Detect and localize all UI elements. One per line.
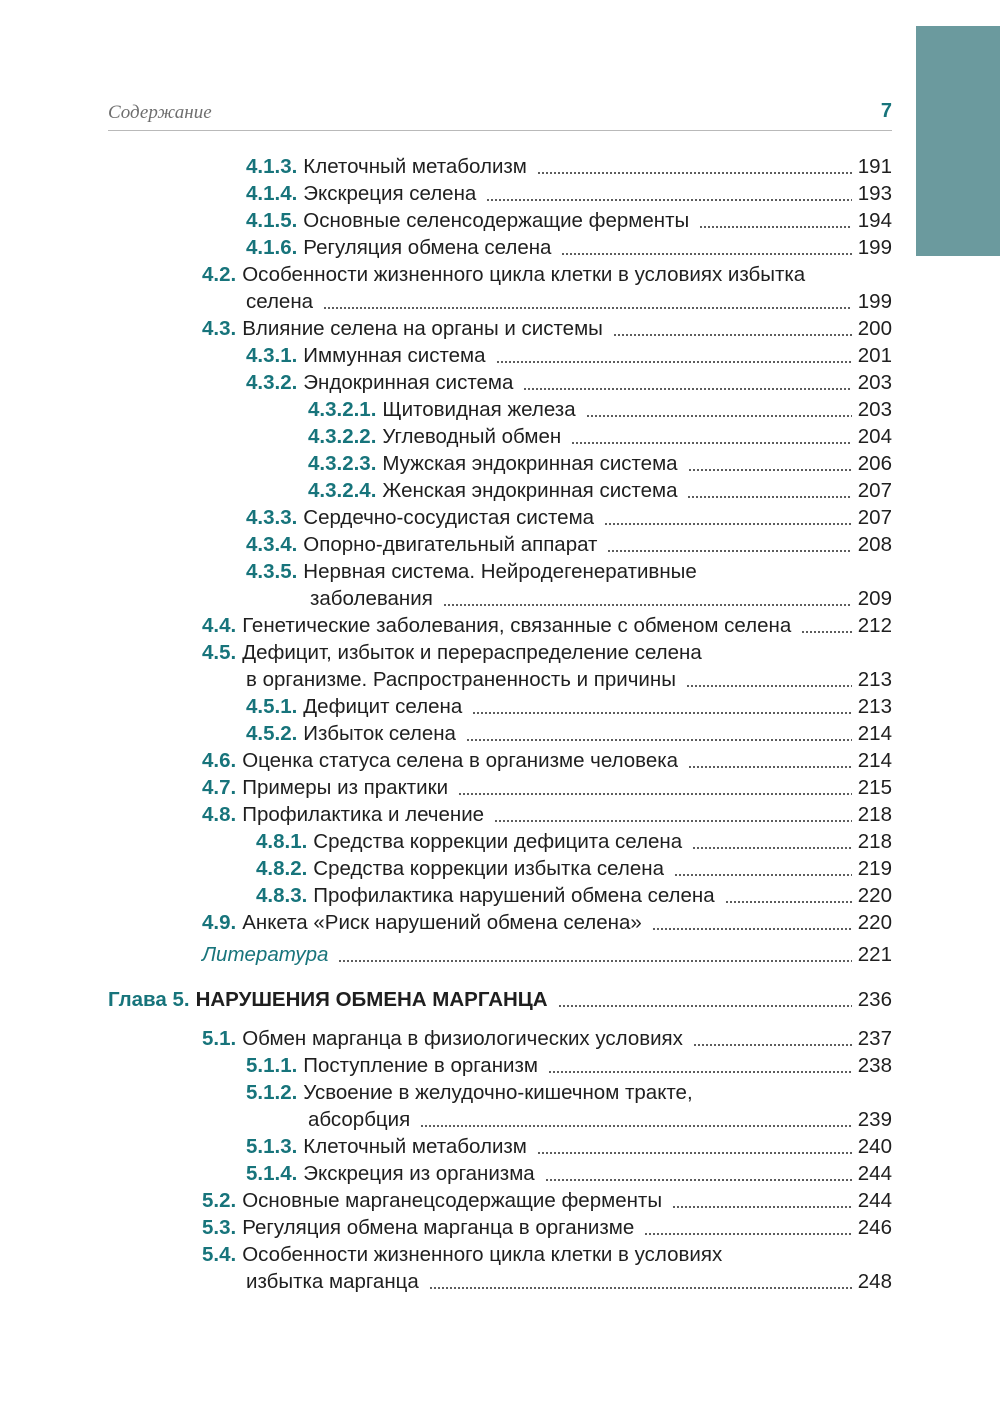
dot-leader xyxy=(548,1052,852,1079)
dot-leader xyxy=(458,774,852,801)
toc-entry[interactable] xyxy=(202,261,892,288)
toc-entry-page: 199 xyxy=(857,290,892,313)
toc-entry-page: 201 xyxy=(857,344,892,367)
dot-leader xyxy=(537,1133,852,1160)
toc-entry-page: 200 xyxy=(857,317,892,340)
toc-entry-page: 219 xyxy=(857,857,892,880)
toc-entry[interactable] xyxy=(202,1025,892,1052)
toc-entry-number: 4.4. xyxy=(202,614,237,637)
toc-entry-title: Оценка статуса селена в организме человека xyxy=(242,749,679,772)
toc-entry-continuation[interactable] xyxy=(246,666,892,693)
toc-entry-number: 4.3.2. xyxy=(246,371,298,394)
toc-entry-page: 215 xyxy=(857,776,892,799)
toc-entry-page: 238 xyxy=(857,1054,892,1077)
toc-entry[interactable] xyxy=(246,1079,892,1106)
toc-entry-number: 5.1.3. xyxy=(246,1135,298,1158)
toc-entry[interactable] xyxy=(202,1241,892,1268)
toc-entry-title: Особенности жизненного цикла клетки в условиях xyxy=(242,1243,723,1266)
toc-entry[interactable] xyxy=(202,801,892,828)
toc-entry-title: Клеточный метаболизм xyxy=(303,1135,527,1158)
toc-entry-page: 207 xyxy=(857,506,892,529)
toc-chapter-heading[interactable] xyxy=(108,986,892,1013)
toc-entry-number: 4.3.3. xyxy=(246,506,298,529)
dot-leader xyxy=(607,531,851,558)
toc-entry-number: 5.3. xyxy=(202,1216,237,1239)
toc-entry-number: 5.4. xyxy=(202,1243,237,1266)
toc-entry-page: 193 xyxy=(857,182,892,205)
dot-leader xyxy=(687,477,851,504)
dot-leader xyxy=(466,720,852,747)
toc-entry-page: 244 xyxy=(857,1189,892,1212)
toc-entry-number: 5.2. xyxy=(202,1189,237,1212)
dot-leader xyxy=(545,1160,852,1187)
toc-entry-title: Экскреция селена xyxy=(303,182,477,205)
dot-leader xyxy=(688,747,852,774)
toc-entry-page: 237 xyxy=(857,1027,892,1050)
toc-entry-title: Средства коррекции дефицита селена xyxy=(313,830,683,853)
toc-entry-continuation[interactable] xyxy=(246,1268,892,1295)
dot-leader xyxy=(672,1187,852,1214)
toc-entry[interactable] xyxy=(202,1187,892,1214)
toc-entry-page: 214 xyxy=(857,722,892,745)
toc-entry-page: 220 xyxy=(857,911,892,934)
toc-entry-page: 218 xyxy=(857,803,892,826)
toc-entry-title: Поступление в организм xyxy=(303,1054,538,1077)
dot-leader xyxy=(652,909,852,936)
dot-leader xyxy=(496,342,852,369)
toc-entry-page: 239 xyxy=(857,1108,892,1131)
toc-entry-title: Усвоение в желудочно-кишечном тракте, xyxy=(303,1081,693,1104)
toc-entry-page: 218 xyxy=(857,830,892,853)
toc-entry-title: Особенности жизненного цикла клетки в условиях избытка xyxy=(242,263,806,286)
toc-entry[interactable] xyxy=(246,207,892,234)
toc-entry-number: 4.3.2.2. xyxy=(308,425,377,448)
dot-leader xyxy=(338,941,851,968)
toc-entry[interactable] xyxy=(308,477,892,504)
toc-entry[interactable] xyxy=(246,153,892,180)
toc-entry[interactable] xyxy=(246,558,892,585)
dot-leader xyxy=(494,801,852,828)
toc-entry-page: 240 xyxy=(857,1135,892,1158)
toc-entry-title: Иммунная система xyxy=(303,344,486,367)
toc-entry-number: 4.3.2.3. xyxy=(308,452,377,475)
toc-entry-continuation[interactable] xyxy=(310,585,892,612)
dot-leader xyxy=(674,855,852,882)
toc-entry-title-continued: заболевания xyxy=(310,587,433,610)
toc-entry-literature[interactable] xyxy=(202,941,892,968)
toc-entry[interactable] xyxy=(308,396,892,423)
toc-entry[interactable] xyxy=(246,342,892,369)
toc-entry-title-continued: абсорбция xyxy=(308,1108,411,1131)
toc-entry[interactable] xyxy=(246,180,892,207)
toc-entry-title: Литература xyxy=(202,943,329,966)
toc-entry-page: 213 xyxy=(857,668,892,691)
toc-entry-title: Примеры из практики xyxy=(242,776,449,799)
toc-entry-number: 5.1.4. xyxy=(246,1162,298,1185)
dot-leader xyxy=(472,693,852,720)
toc-entry-number: 4.3.5. xyxy=(246,560,298,583)
dot-leader xyxy=(613,315,852,342)
toc-entry-number: 4.3.2.1. xyxy=(308,398,377,421)
toc-entry-page: 246 xyxy=(857,1216,892,1239)
dot-leader xyxy=(644,1214,852,1241)
dot-leader xyxy=(571,423,852,450)
dot-leader xyxy=(429,1268,852,1295)
toc-entry-number: 4.1.6. xyxy=(246,236,298,259)
toc-entry-title: Влияние селена на органы и системы xyxy=(242,317,603,340)
toc-entry-title: Регуляция обмена марганца в организме xyxy=(242,1216,635,1239)
toc-entry-page: 191 xyxy=(857,155,892,178)
toc-entry-number: 4.2. xyxy=(202,263,237,286)
toc-entry-number: 4.1.3. xyxy=(246,155,298,178)
toc-entry-number: 4.5.2. xyxy=(246,722,298,745)
toc-entry[interactable] xyxy=(202,639,892,666)
dot-leader xyxy=(686,666,852,693)
toc-entry-title: Основные селенсодержащие ферменты xyxy=(303,209,690,232)
toc-entry[interactable] xyxy=(308,423,892,450)
dot-leader xyxy=(420,1106,852,1133)
toc-entry-number: 4.3.4. xyxy=(246,533,298,556)
toc-entry[interactable] xyxy=(246,369,892,396)
dot-leader xyxy=(561,234,851,261)
toc-entry-page: 220 xyxy=(857,884,892,907)
running-title: Содержание xyxy=(108,102,212,123)
toc-entry-number: 4.3. xyxy=(202,317,237,340)
toc-entry-number: 4.9. xyxy=(202,911,237,934)
page-number: 7 xyxy=(880,100,892,122)
toc-entry-page: 203 xyxy=(857,371,892,394)
toc-entry-title: Сердечно-сосудистая система xyxy=(303,506,595,529)
toc-entry[interactable] xyxy=(246,234,892,261)
toc-chapter-title: НАРУШЕНИЯ ОБМЕНА МАРГАНЦА xyxy=(195,988,548,1011)
toc-entry-number: 5.1. xyxy=(202,1027,237,1050)
dot-leader xyxy=(604,504,852,531)
toc-entry-page: 204 xyxy=(857,425,892,448)
toc-entry-page: 209 xyxy=(857,587,892,610)
dot-leader xyxy=(725,882,852,909)
toc-entry-page: 244 xyxy=(857,1162,892,1185)
toc-entry-page: 206 xyxy=(857,452,892,475)
toc-entry-title-continued: селена xyxy=(246,290,314,313)
toc-entry-page: 194 xyxy=(857,209,892,232)
toc-entry[interactable] xyxy=(308,450,892,477)
toc-entry-number: 4.3.1. xyxy=(246,344,298,367)
toc-entry-title: Анкета «Риск нарушений обмена селена» xyxy=(242,911,642,934)
toc-entry[interactable] xyxy=(246,693,892,720)
toc-entry-title: Профилактика и лечение xyxy=(242,803,485,826)
toc-entry-number: 4.3.2.4. xyxy=(308,479,377,502)
toc-entry-number: 4.5. xyxy=(202,641,237,664)
dot-leader xyxy=(693,1025,852,1052)
toc-entry-title: Эндокринная система xyxy=(303,371,514,394)
toc-entry-page: 213 xyxy=(857,695,892,718)
toc-entry[interactable] xyxy=(202,774,892,801)
toc-entry-title: Основные марганецсодержащие ферменты xyxy=(242,1189,663,1212)
toc-entry-number: 4.7. xyxy=(202,776,237,799)
toc-entry-title: Профилактика нарушений обмена селена xyxy=(313,884,715,907)
toc-entry-number: 4.6. xyxy=(202,749,237,772)
toc-entry-number: 5.1.2. xyxy=(246,1081,298,1104)
toc-entry-title: Дефицит, избыток и перераспределение селена xyxy=(242,641,702,664)
toc-entry-number: 4.8. xyxy=(202,803,237,826)
toc-entry-title: Регуляция обмена селена xyxy=(303,236,552,259)
toc-entry-title: Избыток селена xyxy=(303,722,456,745)
toc-entry-title: Углеводный обмен xyxy=(382,425,562,448)
toc-entry-continuation[interactable] xyxy=(308,1106,892,1133)
toc-entry-title: Клеточный метаболизм xyxy=(303,155,527,178)
toc-entry-continuation[interactable] xyxy=(246,288,892,315)
toc-entry-title: Щитовидная железа xyxy=(382,398,576,421)
toc-entry-title: Генетические заболевания, связанные с обменом селена xyxy=(242,614,792,637)
toc-entry-page: 207 xyxy=(857,479,892,502)
toc-entry[interactable] xyxy=(256,855,892,882)
toc-entry-title: Опорно-двигательный аппарат xyxy=(303,533,598,556)
toc-entry[interactable] xyxy=(246,1133,892,1160)
dot-leader xyxy=(443,585,852,612)
toc-entry-page: 221 xyxy=(857,943,892,966)
toc-entry-page: 199 xyxy=(857,236,892,259)
toc-entry[interactable] xyxy=(246,1160,892,1187)
toc-entry-title: Женская эндокринная система xyxy=(382,479,678,502)
toc-entry[interactable] xyxy=(202,612,892,639)
toc-entry-number: 4.1.5. xyxy=(246,209,298,232)
toc-entry[interactable] xyxy=(256,882,892,909)
dot-leader xyxy=(692,828,852,855)
toc-entry-title: Экскреция из организма xyxy=(303,1162,535,1185)
dot-leader xyxy=(586,396,852,423)
toc-entry-number: 4.8.3. xyxy=(256,884,308,907)
dot-leader xyxy=(523,369,851,396)
dot-leader xyxy=(688,450,852,477)
toc-entry-number: 4.5.1. xyxy=(246,695,298,718)
toc-entry-title: Средства коррекции избытка селена xyxy=(313,857,664,880)
toc-entry[interactable] xyxy=(246,1052,892,1079)
toc-entry-title-continued: в организме. Распространенность и причины xyxy=(246,668,676,691)
toc-entry-title-continued: избытка марганца xyxy=(246,1270,419,1293)
toc-entry[interactable] xyxy=(246,504,892,531)
toc-entry-page: 203 xyxy=(857,398,892,421)
toc-entry[interactable] xyxy=(202,747,892,774)
toc-entry-page: 208 xyxy=(857,533,892,556)
toc-entry-number: 4.8.2. xyxy=(256,857,308,880)
toc-entry[interactable] xyxy=(202,909,892,936)
toc-chapter-number: Глава 5. xyxy=(108,988,190,1011)
toc-entry-number: 5.1.1. xyxy=(246,1054,298,1077)
toc-entry-title: Нервная система. Нейродегенеративные xyxy=(303,560,697,583)
toc-entry-number: 4.1.4. xyxy=(246,182,298,205)
dot-leader xyxy=(486,180,851,207)
toc-entry-page: 212 xyxy=(857,614,892,637)
toc-entry-page: 248 xyxy=(857,1270,892,1293)
dot-leader xyxy=(558,986,852,1013)
dot-leader xyxy=(323,288,852,315)
dot-leader xyxy=(699,207,852,234)
toc-entry[interactable] xyxy=(202,1214,892,1241)
dot-leader xyxy=(537,153,852,180)
toc-entry-title: Обмен марганца в физиологических условиях xyxy=(242,1027,683,1050)
toc-entry-page: 214 xyxy=(857,749,892,772)
toc-entry[interactable] xyxy=(202,315,892,342)
toc-entry-page: 236 xyxy=(857,988,892,1011)
toc-entry-number: 4.8.1. xyxy=(256,830,308,853)
toc-entry-title: Дефицит селена xyxy=(303,695,463,718)
toc-entry[interactable] xyxy=(246,720,892,747)
toc-entry-title: Мужская эндокринная система xyxy=(382,452,678,475)
toc-entry[interactable] xyxy=(256,828,892,855)
toc-entry[interactable] xyxy=(246,531,892,558)
dot-leader xyxy=(801,612,852,639)
